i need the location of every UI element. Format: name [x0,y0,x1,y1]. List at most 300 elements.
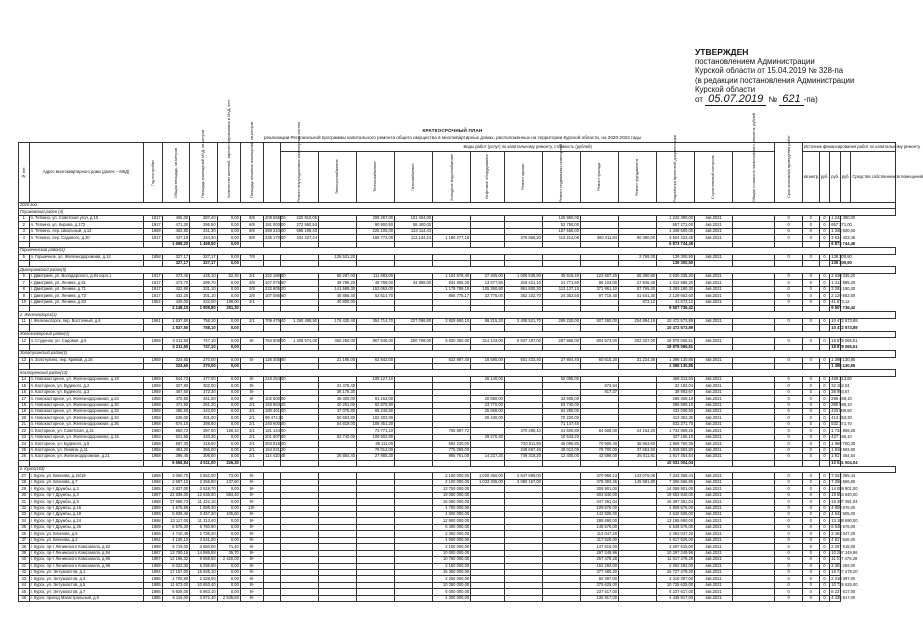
cell-p: 27 846,40 [619,280,657,286]
cell-z1: 0 [775,389,802,395]
cell-year: 1988 [143,563,162,569]
col-works-group: Виды работ (услуг) по капитальному ремонту, стоимость (рублей) [280,143,774,152]
cell-no: 28 [19,479,30,485]
cell-c: 0,00 [217,280,240,286]
cell-no: 45 [19,589,30,595]
cell-year: 1985 [143,576,162,582]
cell-no: 16 [19,389,30,395]
cell-z1: 0 [775,280,802,286]
cell-year: 1959 [143,383,162,389]
cell-z2: 0 [802,357,819,363]
cell-a: 6 658,84 [162,460,189,466]
cell-z2: 0 [802,582,819,588]
cell-year: 1959 [143,357,162,363]
cell-addr: п. Теткино, пер. Садового, д.30 [29,235,143,241]
col-w9: Ремонт крыши [504,152,542,203]
cell-b: 420,30 [190,434,217,440]
cell-addr: г. Курск, ул. Энтузиастов, д.3 [29,576,143,582]
cell-a: 487,60 [162,389,189,395]
cell-c: 0,00 [217,383,240,389]
col-deadline: Срок окончания проведения работ [775,143,802,203]
section-label: Глушковский район (4) [19,209,896,215]
cell-c: 0,00 [217,293,240,299]
cell-k: 965 761,00 [433,454,471,460]
cell-p: 873,12 [619,299,657,305]
cell-d: 2/1 [240,318,263,324]
cell-a: 324,60 [162,363,189,369]
cell-deadline: 4кв.2021 [695,441,733,447]
cell-f: 272 560,50 [280,222,318,228]
cell-d: 9/- [240,576,263,582]
cell-z2: 0 [802,222,819,228]
cell-g: 38 176,30 [319,389,357,395]
cell-n: 113 127,10 [542,286,580,292]
cell-z2: 0 [802,563,819,569]
cell-p: 37 653,60 [619,447,657,453]
cell-b: 395,50 [190,222,217,228]
cell-total: 2 463 047,20 [657,531,695,537]
cell-addr: г. Курск, пр-т Ленинского Комсомола, д.92 [29,544,143,550]
cell-fund: 7 343 365,44 [831,472,856,478]
cell-year: 1917 [143,273,162,279]
cell-n: 12 400,00 [542,454,580,460]
cell-year: 1966 [143,531,162,537]
cell-g: 31 478,40 [319,383,357,389]
cell-e: 107 075,50 [265,279,286,285]
cell-o: 288 690,00 [580,518,618,524]
cell-fund: 1 734 869,25 [831,427,856,433]
cell-z3: 0 [819,454,830,460]
cell-addr: п. Теткино, ул. Советская угол, д.10 [29,215,143,221]
cell-e: 107 085,60 [265,292,286,298]
cell-z1: 0 [775,318,802,324]
cell-b: 10 653,40 [190,582,217,588]
cell-o: 86 103,00 [580,280,618,286]
cell-total: 11 017 478,28 [657,557,695,563]
cell-z1: 0 [775,595,802,601]
cell-d: 9/- [240,563,263,569]
cell-k: 6 000 000,00 [433,589,471,595]
cell-l: 22 775,00 [471,293,505,299]
cell-b: 11 213,40 [190,518,217,524]
cell-z3: 0 [819,434,830,440]
cell-fund: 16 397 391,04 [831,498,858,504]
cell-z2: 0 [802,589,819,595]
approval-no: № [768,95,778,105]
cell-n: 33 605,00 [542,396,580,402]
cell-deadline: 4кв.2021 [695,235,733,241]
cell-d: 7/8 [240,254,263,260]
cell-o: 78 700,00 [580,447,618,453]
cell-deadline: 4кв.2021 [695,524,733,530]
cell-o: 97 715,40 [580,293,618,299]
cell-o: 152 292,00 [580,563,618,569]
cell-d: 9/- [240,569,263,575]
cell-no: 11 [19,318,30,324]
cell-fund: 139 300,50 [831,253,852,259]
cell-deadline: 4кв.2021 [695,582,733,588]
cell-k: 2 250 000,00 [433,576,471,582]
cell-total: 4 435 917,00 [657,595,695,601]
cell-z1: 0 [775,557,802,563]
cell-deadline: 4кв.2021 [695,537,733,543]
col-w3: Теплоснабжение [357,152,395,203]
cell-z1: 0 [775,299,802,305]
cell-o: 375 625,00 [580,582,618,588]
cell-k: 2 100 000,00 [433,479,471,485]
cell-b: 14 886,58 [190,550,217,556]
cell-a: 3 060,70 [162,473,189,479]
cell-deadline: 4кв.2021 [695,376,733,382]
cell-b: 5 296,60 [190,563,217,569]
cell-b: 3 650,00 [190,544,217,550]
cell-h: 85 111,00 [357,441,395,447]
cell-z3: 0 [819,518,830,524]
cell-deadline: 4кв.2021 [695,389,733,395]
cell-z2: 0 [802,492,819,498]
cell-addr: г. Курск, ул. Блинова, д.15/19 [29,473,143,479]
cell-b: 331,10 [190,286,217,292]
cell-a: 5 839,46 [162,512,189,518]
cell-no: 34 [19,518,30,524]
cell-o: 70 506,40 [580,441,618,447]
cell-b: 351,20 [190,402,217,408]
cell-o: 142 505,00 [580,512,618,518]
cell-a: 621,55 [162,434,189,440]
cell-z3: 0 [819,550,830,556]
cell-d: 8/- [240,389,263,395]
cell-k: 1 104 578,40 [433,273,471,279]
cell-total: 19 653 840,00 [657,492,695,498]
approval-line-3: (в редакции постановления Администрации [695,75,855,85]
cell-z3: 0 [819,595,830,601]
cell-z3: 0 [819,473,830,479]
cell-d: 9/- [240,473,263,479]
cell-z1: 0 [775,563,802,569]
cell-o: 117 526,00 [580,537,618,543]
cell-e: 180 401,00 [265,408,286,414]
cell-deadline: 4кв.2021 [695,550,733,556]
cell-year: 1958 [143,409,162,415]
cell-z1: 0 [775,524,802,530]
cell-addr: п. Новокасторное, ул. Железнодорожная, д.30 [29,402,143,408]
cell-fund: 32 152,04 [831,382,850,388]
cell-d: 2/8 [240,286,263,292]
cell-d: 2/1 [240,402,263,408]
cell-deadline: 4кв.2021 [695,569,733,575]
cell-total: 10 472 573,89 [657,325,695,331]
cell-c: 0,00 [217,582,240,588]
cell-z3: 0 [819,499,830,505]
cell-z3: 0 [819,428,830,434]
cell-c: 0,00 [217,447,240,453]
cell-b: 3 641,00 [190,537,217,543]
cell-m: 861 800,20 [504,286,542,292]
cell-fund: 10 297 249,96 [831,550,858,556]
cell-z3: 0 [819,235,830,241]
cell-b: 356,00 [190,447,217,453]
cell-o: 122 607,20 [580,273,618,279]
cell-c: 0,00 [217,215,240,221]
cell-b: 222,00 [190,299,217,305]
cell-fund: 1 969 760,35 [831,440,856,446]
cell-k: 1 179 789,10 [433,286,471,292]
cell-c: 0,00 [217,222,240,228]
cell-a: 2 148,10 [162,306,189,312]
cell-b: 445,10 [190,273,217,279]
cell-z1: 0 [775,338,802,344]
cell-d: 8/- [240,396,263,402]
cell-a: 324,60 [162,357,189,363]
cell-o: 109 576,00 [580,505,618,511]
cell-z3: 0 [819,338,830,344]
approval-number: 621 [779,93,803,106]
cell-addr: г. Курск, ул. Блинова, д.7 [29,479,143,485]
cell-year: 1958 [143,454,162,460]
cell-p: 204 894,19 [619,318,657,324]
cell-c: 2 535,60 [217,595,240,601]
cell-f [280,595,318,601]
cell-g: 141 589,30 [319,286,357,292]
cell-z3: 0 [819,505,830,511]
cell-year: 1917 [143,280,162,286]
cell-z2: 0 [802,518,819,524]
cell-addr: г. Курск, ул. Энтузиастов, д.5 [29,582,143,588]
cell-c: 0,00 [217,421,240,427]
cell-z3: 0 [819,318,830,324]
cell-a: 402,80 [162,228,189,234]
cell-no: 3 [19,228,30,234]
cell-o: 377 480,20 [580,569,618,575]
cell-k: 834 855,30 [433,280,471,286]
cell-d: 9/- [240,557,263,563]
cell-year: 1959 [143,228,162,234]
cell-deadline: 4кв.2021 [695,318,733,324]
section-label: Горшеченский район(1) [19,248,896,254]
cell-fund: 4 642 505,00 [831,511,856,517]
cell-a: 422,90 [162,286,189,292]
cell-z3: 0 [819,293,830,299]
cell-no: 26 [19,454,30,460]
cell-no: 1 [19,215,30,221]
cell-a: 13 117,00 [162,518,189,524]
cell-d: 2/1 [240,415,263,421]
cell-addr: п. Теткино, пер. Школьный, д.12 [29,228,143,234]
cell-n: 45 619,40 [542,273,580,279]
cell-z2: 0 [802,441,819,447]
cell-d: 2/1 [240,447,263,453]
cell-z2: 0 [802,557,819,563]
cell-total: 16 397 391,04 [657,499,695,505]
cell-no: 38 [19,544,30,550]
cell-no: 23 [19,434,30,440]
cell-addr: п. Студенок, ул. Садовая, д.6 [29,338,143,344]
cell-k: 19 050 000,00 [433,492,471,498]
cell-h: 867 548,00 [357,338,395,344]
cell-z2: 0 [802,486,819,492]
cell-g [319,595,357,601]
cell-no: 43 [19,576,30,582]
cell-k: 3 929 650,10 [433,318,471,324]
cell-b: 2 552,00 [190,473,217,479]
cell-no: 40 [19,557,30,563]
col-w8: Лифтовое оборудование [471,152,505,203]
cell-o: 297 249,96 [580,550,618,556]
cell-d: 2/1 [240,441,263,447]
cell-o: 371 961,10 [580,286,618,292]
cell-g: 48 300,00 [319,396,357,402]
cell-a: 327,17 [162,254,189,260]
cell-year: 1917 [143,293,162,299]
cell-fund: 396 589,10 [831,401,852,407]
cell-addr: п. Горшечное, ул. Железнодорожная, д.14 [29,254,143,260]
cell-addr: г. Железногорск, пер. Восточный, д.6 [29,318,143,324]
cell-no: 17 [19,396,30,402]
cell-h: 90 900,50 [357,222,395,228]
cell-z3: 0 [819,409,830,415]
cell-l: 23 770,00 [471,402,505,408]
cell-e: 181 000,00 [265,221,286,227]
cell-total: 10 031 004,04 [657,460,695,466]
cell-z2: 0 [802,254,819,260]
cell-a: 960,72 [162,428,189,434]
cell-d: 8/8 [240,215,263,221]
cell-l: 1 029 360,00 [471,473,505,479]
cell-z3: 0 [819,479,830,485]
cell-fund: 6 873 744,45 [831,241,856,247]
col-total-cost: Общая стоимость капитального ремонта, рублей [733,152,775,203]
cell-a: 1 537,50 [162,318,189,324]
cell-no: 21 [19,421,30,427]
cell-g: 50 653,80 [319,415,357,421]
cell-addr: г. Курск, ул. Энтузиастов, д.7 [29,589,143,595]
cell-z3: 0 [819,544,830,550]
cell-z3: 0 [819,563,830,569]
cell-z2: 0 [802,215,819,221]
cell-addr: г. Дмитриев, ул. Ленина, д.83 [29,299,143,305]
cell-year: 1984 [143,569,162,575]
cell-e: 232 905,20 [265,286,286,292]
cell-b: 2 328,00 [190,576,217,582]
cell-fund: 1 242 380,00 [831,215,856,221]
cell-d: 9/- [240,582,263,588]
cell-z3: 0 [819,273,830,279]
cell-o: 113 047,20 [580,531,618,537]
cell-total: 38 993,67 [657,389,695,395]
section-label: Касторенский район(13) [19,370,896,376]
cell-g: 55 287,00 [319,273,357,279]
cell-k: 2 100 000,00 [433,473,471,479]
cell-no: 12 [19,338,30,344]
cell-e [264,595,281,601]
cell-a: 1 537,50 [162,325,189,331]
cell-e: 99 474,00 [265,414,284,420]
cell-b: 306,00 [190,454,217,460]
cell-d: 9/- [240,492,263,498]
cell-c: 226,30 [217,460,240,466]
col-w11: Ремонт фасада [580,152,618,203]
cell-z2: 0 [802,550,819,556]
cell-d: 9/- [240,589,263,595]
cell-m: 601 433,40 [504,357,542,363]
cell-no: 46 [19,595,30,601]
cell-total: 9 507 736,42 [657,306,695,312]
cell-c: 0,00 [217,434,240,440]
cell-year: 1989 [143,512,162,518]
cell-a: 373,40 [162,273,189,279]
cell-z2: 0 [802,273,819,279]
cell-z2: 0 [802,383,819,389]
cell-total: 2 302 292,00 [657,563,695,569]
cell-no: 44 [19,582,30,588]
cell-total: 1 242 380,00 [657,215,695,221]
cell-fund: 413 353,30 [831,414,852,420]
cell-deadline: 4кв.2021 [695,563,733,569]
cell-total: 433 009,50 [657,409,695,415]
cell-year: 1958 [143,415,162,421]
cell-o: 360 411,84 [580,235,618,241]
cell-c: 251,30 [217,306,240,312]
cell-k: 4 500 000,00 [433,537,471,543]
approval-line-1: постановлением Администрации [695,57,815,67]
cell-a: 8 719,00 [162,544,189,550]
cell-a: 432,20 [162,293,189,299]
cell-n: 48 012,00 [542,447,580,453]
cell-year: 1985 [143,486,162,492]
cell-c: 73,00 [217,473,240,479]
cell-p: 24 163,20 [619,428,657,434]
cell-a: 454,20 [162,447,189,453]
cell-a: 426,00 [162,299,189,305]
cell-g: 40 281,00 [319,402,357,408]
cell-n: 21 771,60 [542,280,580,286]
cell-deadline: 4кв.2021 [695,409,733,415]
cell-deadline: 4кв.2021 [695,557,733,563]
cell-b: 12 636,00 [190,492,217,498]
cell-addr: г. Курск, ул. Блинова, д.5 [29,531,143,537]
cell-z1: 0 [775,544,802,550]
cell-no: 4 [19,235,30,241]
cell-z3: 0 [819,286,830,292]
cell-b: 3 457,20 [190,512,217,518]
cell-total: 16 727 479,20 [657,569,695,575]
cell-g: 39 796,20 [319,280,357,286]
cell-fund: 2 630 335,20 [831,273,856,279]
cell-m: 2 408 521,70 [504,318,542,324]
cell-year: 1958 [143,402,162,408]
cell-year: 1989 [143,524,162,530]
cell-z2: 0 [802,338,819,344]
cell-no: 33 [19,512,30,518]
cell-fund: 10 472 573,89 [831,324,858,330]
cell-k: 2 350 000,00 [433,531,471,537]
year-label: 2020 год [19,203,896,209]
cell-n: 113 214,08 [542,235,580,241]
cell-e: 154 021,20 [265,447,286,453]
cell-k: 4 300 000,00 [433,595,471,601]
cell-fund: 18 878 065,51 [831,337,858,343]
cell-a: 13 780,16 [162,550,189,556]
cell-c: 0,00 [217,537,240,543]
cell-b: 15 545,10 [190,569,217,575]
cell-d: 2/1 [240,454,263,460]
approval-date: 05.07.2019 [705,93,766,106]
cell-total: 296 469,10 [657,396,695,402]
cell-no: 13 [19,357,30,363]
cell-a: 4 106,10 [162,537,189,543]
cell-p [619,595,657,601]
cell-c: 0,00 [217,389,240,395]
